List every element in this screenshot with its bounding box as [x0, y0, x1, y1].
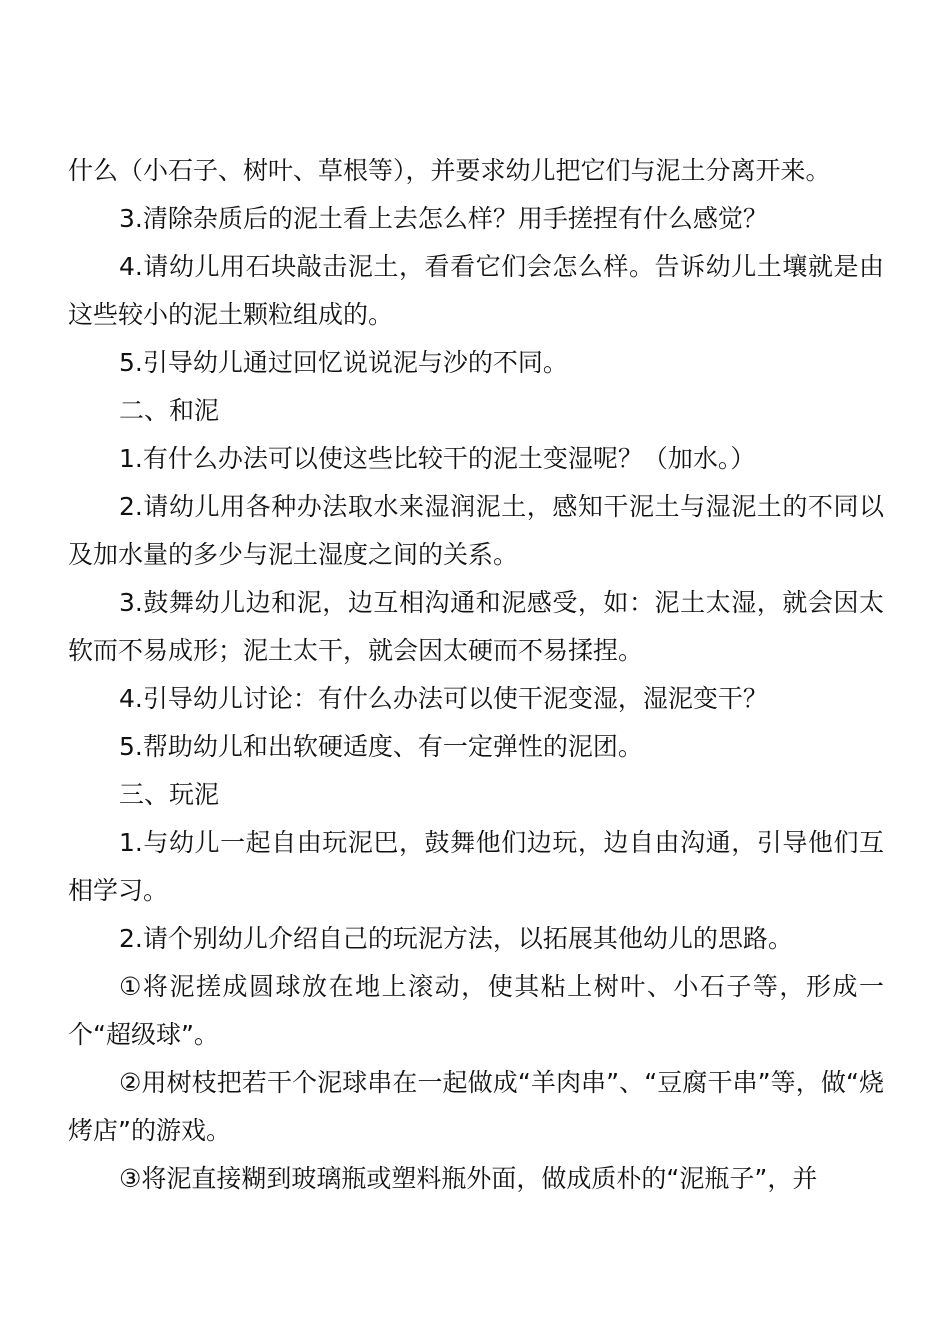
paragraph: 4.引导幼儿讨论：有什么办法可以使干泥变湿，湿泥变干？ — [119, 684, 768, 713]
section-heading: 二、和泥 — [119, 396, 220, 425]
paragraph: 4.请幼儿用石块敲击泥土，看看它们会怎么样。告诉幼儿土壤就是由这些较小的泥土颗粒组成的。 — [68, 252, 884, 329]
paragraph: 3.鼓舞幼儿边和泥，边互相沟通和泥感受，如：泥土太湿，就会因太软而不易成形；泥土太干，就会因太硬而不易揉捏。 — [68, 588, 884, 665]
paragraph: 什么（小石子、树叶、草根等），并要求幼儿把它们与泥土分离开来。 — [68, 156, 831, 185]
paragraph: 5.引导幼儿通过回忆说说泥与沙的不同。 — [119, 348, 568, 377]
paragraph: 3.清除杂质后的泥土看上去怎么样？用手搓捏有什么感觉？ — [119, 204, 768, 233]
paragraph: 1.与幼儿一起自由玩泥巴，鼓舞他们边玩，边自由沟通，引导他们互相学习。 — [68, 828, 884, 905]
document-body — [68, 147, 884, 1203]
paragraph: ①将泥搓成圆球放在地上滚动，使其粘上树叶、小石子等，形成一个“超级球”。 — [68, 972, 884, 1049]
paragraph: ③将泥直接糊到玻璃瓶或塑料瓶外面，做成质朴的“泥瓶子”，并 — [119, 1164, 818, 1193]
section-heading: 三、玩泥 — [119, 780, 220, 809]
paragraph: 5.帮助幼儿和出软硬适度、有一定弹性的泥团。 — [119, 732, 643, 761]
paragraph: 2.请幼儿用各种办法取水来湿润泥土，感知干泥土与湿泥土的不同以及加水量的多少与泥土湿度之间的关系。 — [68, 492, 884, 569]
paragraph: 2.请个别幼儿介绍自己的玩泥方法，以拓展其他幼儿的思路。 — [119, 924, 793, 953]
paragraph: ②用树枝把若干个泥球串在一起做成“羊肉串”、“豆腐干串”等，做“烧烤店”的游戏。 — [68, 1068, 884, 1145]
paragraph: 1.有什么办法可以使这些比较干的泥土变湿呢？（加水。） — [119, 444, 756, 473]
